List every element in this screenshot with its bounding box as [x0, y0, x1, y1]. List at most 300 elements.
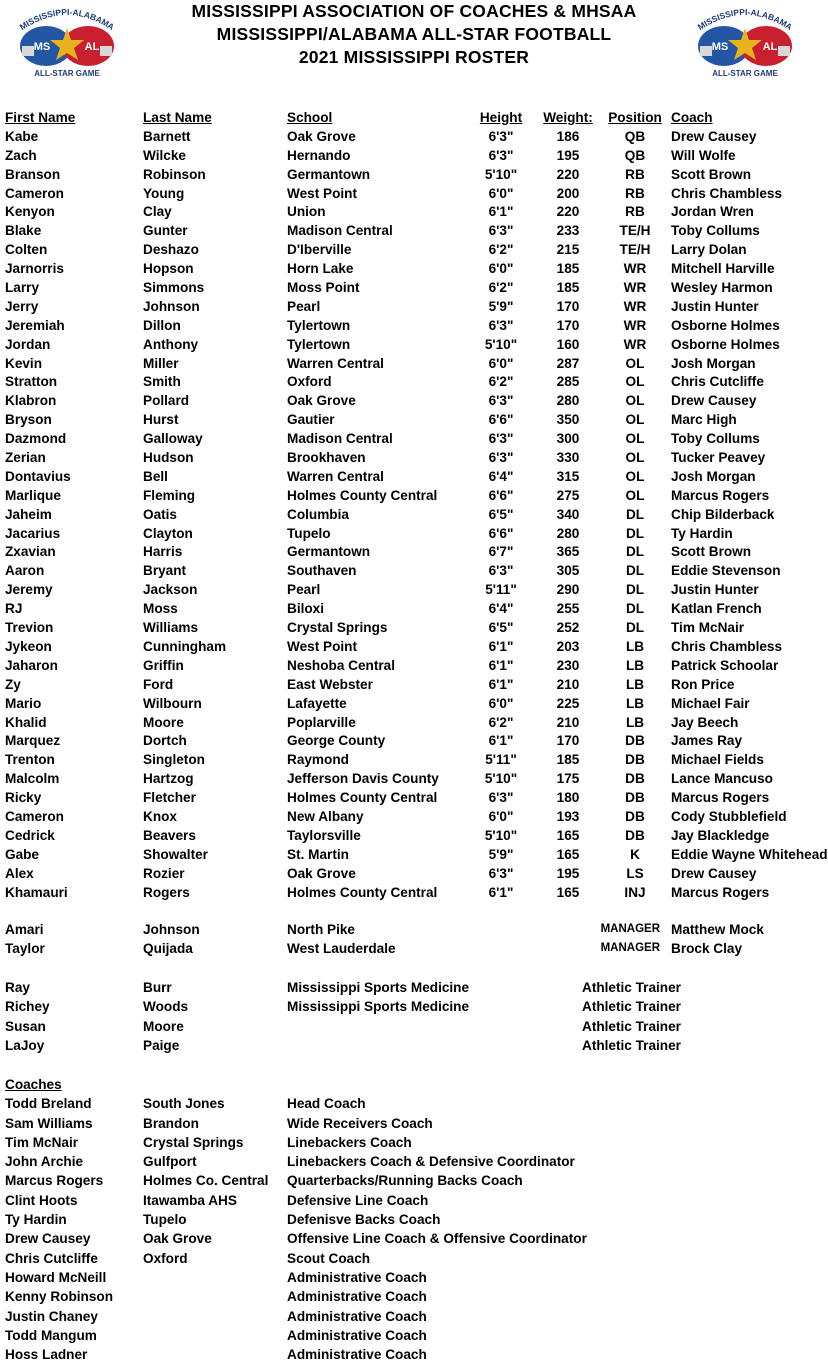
trainer-organization: Mississippi Sports Medicine [287, 999, 470, 1015]
player-weight: 220 [556, 204, 580, 220]
player-weight: 175 [556, 771, 580, 787]
player-row [0, 317, 828, 336]
player-school: Warren Central [287, 355, 384, 371]
player-position: RB [625, 166, 645, 182]
player-height: 6'0" [488, 808, 514, 824]
player-position: DB [625, 827, 645, 843]
player-height: 6'0" [488, 261, 514, 277]
trainer-first-name: Richey [5, 999, 50, 1015]
player-row [0, 732, 828, 751]
player-coach: Jay Beech [671, 714, 739, 730]
player-coach: Jay Blackledge [671, 827, 770, 843]
trainer-last-name: Burr [143, 980, 172, 995]
player-weight: 233 [556, 223, 580, 239]
player-position: DL [625, 582, 645, 598]
player-last-name: Moore [143, 714, 184, 730]
player-last-name: Smith [143, 374, 181, 390]
player-weight: 280 [556, 393, 580, 409]
player-weight: 193 [556, 808, 580, 824]
player-row [0, 619, 828, 638]
column-header-school: School [287, 110, 333, 125]
player-weight: 230 [556, 657, 580, 673]
player-first-name: Jordan [5, 336, 51, 352]
coach-name: Hoss Ladner [5, 1347, 88, 1363]
player-row [0, 487, 828, 506]
manager-last-name: Johnson [143, 922, 200, 937]
player-first-name: Trevion [5, 620, 54, 636]
player-last-name: Griffin [143, 657, 184, 673]
player-height: 6'6" [488, 487, 514, 503]
player-height: 5'11" [485, 752, 517, 768]
player-height: 5'9" [488, 298, 514, 314]
player-weight: 287 [556, 355, 580, 371]
player-coach: Eddie Stevenson [671, 563, 781, 579]
al-helmet-label: AL [84, 41, 100, 53]
player-height: 6'2" [488, 374, 514, 390]
player-last-name: Clay [143, 204, 172, 220]
player-row [0, 298, 828, 317]
coaches-heading-row [0, 1075, 828, 1094]
coach-row [0, 1210, 828, 1229]
manager-first-name: Taylor [5, 941, 45, 957]
player-coach: James Ray [671, 733, 743, 749]
player-first-name: Cedrick [5, 827, 55, 843]
player-weight: 180 [556, 790, 580, 806]
player-school: Oak Grove [287, 393, 356, 409]
player-first-name: Ricky [5, 790, 42, 806]
trainer-first-name: Susan [5, 1018, 46, 1034]
ms-helmet-label: MS [33, 41, 51, 53]
player-weight: 165 [556, 846, 580, 862]
player-last-name: Pollard [143, 393, 190, 409]
player-row [0, 543, 828, 562]
player-weight: 165 [556, 884, 580, 900]
player-school: George County [287, 733, 386, 749]
player-height: 6'3" [488, 790, 514, 806]
player-school: West Point [287, 638, 357, 654]
trainer-role: Athletic Trainer [582, 980, 681, 995]
roster-title [140, 0, 688, 69]
player-height: 6'3" [488, 450, 514, 466]
player-position: OL [625, 450, 645, 466]
player-coach: Chris Cutcliffe [671, 374, 764, 390]
player-last-name: Gunter [143, 223, 188, 239]
player-weight: 350 [556, 412, 580, 428]
player-school: Holmes County Central [287, 487, 438, 503]
player-weight: 165 [556, 827, 580, 843]
coach-rows [0, 1094, 828, 1364]
player-coach: Katlan French [671, 601, 762, 617]
player-height: 6'3" [488, 393, 514, 409]
player-first-name: Jerry [5, 298, 39, 314]
player-weight: 220 [556, 166, 580, 182]
coach-name: Sam Williams [5, 1115, 93, 1131]
player-school: Jefferson Davis County [287, 771, 439, 787]
player-school: Tylertown [287, 336, 351, 352]
coach-name: Howard McNeill [5, 1269, 107, 1285]
coach-school: Holmes Co. Central [143, 1173, 269, 1189]
player-height: 6'3" [488, 128, 514, 144]
player-position: DB [625, 733, 645, 749]
coach-row [0, 1114, 828, 1133]
coach-title: Head Coach [287, 1096, 366, 1112]
player-position: DB [625, 771, 645, 787]
player-position: LB [625, 657, 645, 673]
player-weight: 340 [556, 506, 580, 522]
trainer-first-name: LaJoy [5, 1037, 45, 1053]
all-star-game-logo [8, 2, 126, 80]
player-row [0, 468, 828, 487]
player-first-name: Klabron [5, 393, 57, 409]
player-school: Holmes County Central [287, 884, 438, 900]
player-last-name: Wilcke [143, 147, 186, 163]
player-position: OL [625, 487, 645, 503]
trainer-last-name: Moore [143, 1018, 184, 1034]
player-first-name: Alex [5, 865, 34, 881]
player-coach: Marcus Rogers [671, 884, 770, 900]
title-line-2: MISSISSIPPI/ALABAMA ALL-STAR FOOTBALL [216, 24, 612, 44]
player-weight: 210 [556, 676, 580, 692]
logo-arc-text: MISSISSIPPI-ALABAMA [17, 6, 117, 33]
column-header-weight: Weight: [543, 110, 593, 125]
player-first-name: Kenyon [5, 204, 55, 220]
player-position: DL [625, 506, 645, 522]
player-position: QB [624, 147, 646, 163]
al-facemask-icon [100, 46, 112, 56]
player-position: DB [625, 752, 645, 768]
player-row [0, 827, 828, 846]
player-coach: Ty Hardin [671, 525, 733, 541]
player-coach: Toby Collums [671, 431, 760, 447]
player-position: OL [625, 374, 645, 390]
player-weight: 160 [556, 336, 580, 352]
player-school: Madison Central [287, 223, 393, 239]
roster-header-row [0, 109, 828, 128]
player-coach: Cody Stubblefield [671, 808, 787, 824]
player-height: 6'3" [488, 431, 514, 447]
player-coach: Josh Morgan [671, 355, 756, 371]
player-last-name: Johnson [143, 298, 200, 314]
player-last-name: Wilbourn [143, 695, 202, 711]
player-weight: 285 [556, 374, 580, 390]
player-row [0, 884, 828, 903]
coach-title: Administrative Coach [287, 1308, 427, 1324]
player-first-name: Larry [5, 280, 40, 296]
player-weight: 305 [556, 563, 580, 579]
manager-row [0, 939, 828, 958]
player-last-name: Hudson [143, 450, 194, 466]
trainer-role: Athletic Trainer [582, 1018, 681, 1034]
player-row [0, 355, 828, 374]
player-last-name: Barnett [143, 128, 191, 144]
player-coach: Mitchell Harville [671, 261, 775, 277]
player-last-name: Bell [143, 468, 168, 484]
player-first-name: Colten [5, 242, 48, 258]
player-row [0, 392, 828, 411]
player-weight: 280 [556, 525, 580, 541]
player-weight: 290 [556, 582, 580, 598]
coach-school: Gulfport [143, 1154, 197, 1170]
coaches-section [0, 1075, 828, 1364]
al-helmet-label: AL [762, 41, 778, 53]
player-first-name: Khamauri [5, 884, 68, 900]
player-coach: Ron Price [671, 676, 735, 692]
player-school: Hernando [287, 147, 351, 163]
player-weight: 170 [556, 733, 580, 749]
player-first-name: Cameron [5, 185, 64, 201]
manager-school: West Lauderdale [287, 941, 396, 957]
player-row [0, 222, 828, 241]
player-row [0, 695, 828, 714]
player-school: Horn Lake [287, 261, 354, 277]
player-position: DL [625, 525, 645, 541]
coach-title: Administrative Coach [287, 1347, 427, 1363]
player-coach: Scott Brown [671, 166, 752, 182]
coach-school: Brandon [143, 1115, 199, 1131]
player-height: 5'9" [488, 846, 514, 862]
ms-helmet-label: MS [711, 41, 729, 53]
trainer-row [0, 978, 828, 997]
player-weight: 215 [556, 242, 580, 258]
player-row [0, 600, 828, 619]
player-last-name: Miller [143, 355, 179, 371]
coach-row [0, 1345, 828, 1364]
coach-school: Oak Grove [143, 1231, 212, 1247]
player-school: Tupelo [287, 525, 331, 541]
player-row [0, 770, 828, 789]
coach-title: Linebackers Coach & Defensive Coordinator [287, 1154, 575, 1170]
player-last-name: Robinson [143, 166, 206, 182]
manager-role: MANAGER [600, 942, 660, 955]
manager-row [0, 920, 828, 939]
player-height: 6'2" [488, 280, 514, 296]
helmets-logo-graphic [8, 2, 126, 80]
manager-last-name: Quijada [143, 941, 193, 957]
player-last-name: Rozier [143, 865, 185, 881]
player-row [0, 128, 828, 147]
player-last-name: Cunningham [143, 638, 227, 654]
coach-row [0, 1152, 828, 1171]
title-line-1: MISSISSIPPI ASSOCIATION OF COACHES & MHSAA [191, 1, 637, 21]
player-coach: Tucker Peavey [671, 450, 766, 466]
player-school: Tylertown [287, 317, 351, 333]
player-height: 6'0" [488, 185, 514, 201]
player-row [0, 581, 828, 600]
player-row [0, 166, 828, 185]
player-first-name: Aaron [5, 563, 45, 579]
player-height: 6'4" [488, 601, 514, 617]
player-school: Moss Point [287, 280, 360, 296]
coach-name: Ty Hardin [5, 1212, 67, 1228]
player-weight: 300 [556, 431, 580, 447]
coach-school: Crystal Springs [143, 1134, 244, 1150]
player-coach: Drew Causey [671, 393, 757, 409]
player-school: Gautier [287, 412, 335, 428]
player-last-name: Singleton [143, 752, 205, 768]
player-last-name: Bryant [143, 563, 187, 579]
player-position: INJ [624, 884, 646, 900]
player-coach: Josh Morgan [671, 468, 756, 484]
coach-title: Wide Receivers Coach [287, 1115, 433, 1131]
player-coach: Drew Causey [671, 128, 757, 144]
player-weight: 170 [556, 317, 580, 333]
player-last-name: Oatis [143, 506, 177, 522]
player-weight: 225 [556, 695, 580, 711]
coach-title: Linebackers Coach [287, 1134, 412, 1150]
player-first-name: Bryson [5, 412, 52, 428]
player-first-name: Jykeon [5, 638, 52, 654]
trainer-row [0, 1017, 828, 1036]
player-last-name: Clayton [143, 525, 193, 541]
trainer-last-name: Woods [143, 999, 189, 1015]
player-school: Raymond [287, 752, 349, 768]
coach-name: Justin Chaney [5, 1308, 98, 1324]
player-position: LS [626, 865, 644, 881]
coach-name: Kenny Robinson [5, 1289, 113, 1305]
player-first-name: Jaheim [5, 506, 52, 522]
player-coach: Jordan Wren [671, 204, 754, 220]
player-school: D'Iberville [287, 242, 352, 258]
player-position: WR [623, 317, 647, 333]
player-school: Oak Grove [287, 865, 356, 881]
player-coach: Marc High [671, 412, 737, 428]
trainer-first-name: Ray [5, 980, 30, 995]
player-height: 6'0" [488, 355, 514, 371]
player-position: WR [623, 261, 647, 277]
player-height: 6'1" [488, 733, 514, 749]
player-weight: 203 [556, 638, 580, 654]
player-last-name: Williams [143, 620, 199, 636]
player-school: Union [287, 204, 326, 220]
player-coach: Patrick Schoolar [671, 657, 779, 673]
ms-facemask-icon [22, 46, 34, 56]
player-first-name: Mario [5, 695, 42, 711]
player-school: Holmes County Central [287, 790, 438, 806]
player-last-name: Moss [143, 601, 178, 617]
player-height: 6'6" [488, 412, 514, 428]
player-school: Oxford [287, 374, 332, 390]
player-height: 6'2" [488, 714, 514, 730]
player-row [0, 506, 828, 525]
page-header [0, 0, 828, 82]
player-weight: 185 [556, 280, 580, 296]
player-row [0, 336, 828, 355]
player-last-name: Galloway [143, 431, 203, 447]
player-coach: Drew Causey [671, 865, 757, 881]
player-position: OL [625, 412, 645, 428]
player-school: Biloxi [287, 601, 325, 617]
player-rows [0, 128, 828, 903]
player-weight: 195 [556, 147, 580, 163]
player-weight: 210 [556, 714, 580, 730]
coach-row [0, 1171, 828, 1190]
player-last-name: Harris [143, 544, 183, 560]
trainer-organization: Mississippi Sports Medicine [287, 980, 470, 995]
player-first-name: Jarnorris [5, 261, 64, 277]
logo-bottom-text: ALL-STAR GAME [712, 69, 778, 78]
player-coach: Wesley Harmon [671, 280, 773, 296]
player-row [0, 279, 828, 298]
player-position: LB [625, 695, 645, 711]
player-first-name: Gabe [5, 846, 39, 862]
manager-first-name: Amari [5, 922, 44, 937]
player-position: DB [625, 790, 645, 806]
coach-row [0, 1191, 828, 1210]
player-coach: Marcus Rogers [671, 487, 770, 503]
player-height: 6'0" [488, 695, 514, 711]
player-first-name: Branson [5, 166, 61, 182]
trainer-role: Athletic Trainer [582, 1037, 681, 1053]
coach-school: Tupelo [143, 1212, 187, 1228]
column-header-coach: Coach [671, 110, 713, 125]
player-coach: Michael Fair [671, 695, 750, 711]
player-weight: 195 [556, 865, 580, 881]
player-school: Madison Central [287, 431, 393, 447]
player-position: K [630, 846, 640, 862]
player-last-name: Simmons [143, 280, 205, 296]
player-school: Germantown [287, 544, 371, 560]
player-last-name: Beavers [143, 827, 196, 843]
logo-bottom-text: ALL-STAR GAME [34, 69, 100, 78]
logo-arc-text: MISSISSIPPI-ALABAMA [695, 6, 795, 33]
player-position: DB [625, 808, 645, 824]
trainer-last-name: Paige [143, 1037, 180, 1053]
player-weight: 255 [556, 601, 580, 617]
player-first-name: Stratton [5, 374, 58, 390]
player-height: 6'5" [488, 620, 514, 636]
player-height: 6'1" [488, 884, 514, 900]
column-header-position: Position [608, 110, 662, 125]
roster-table [0, 109, 828, 902]
player-weight: 200 [556, 185, 580, 201]
player-coach: Justin Hunter [671, 298, 759, 314]
player-last-name: Rogers [143, 884, 190, 900]
player-weight: 365 [556, 544, 580, 560]
player-first-name: Kevin [5, 355, 43, 371]
player-first-name: RJ [5, 601, 23, 617]
player-last-name: Dillon [143, 317, 181, 333]
coach-name: Todd Mangum [5, 1327, 97, 1343]
trainers-section [0, 978, 828, 1055]
player-last-name: Anthony [143, 336, 199, 352]
player-position: RB [625, 204, 645, 220]
coach-name: Todd Breland [5, 1096, 92, 1112]
coach-title: Defensive Line Coach [287, 1192, 429, 1208]
coach-title: Administrative Coach [287, 1327, 427, 1343]
player-height: 5'10" [484, 771, 518, 787]
trainer-role: Athletic Trainer [582, 999, 681, 1015]
player-height: 5'10" [484, 336, 518, 352]
player-height: 6'3" [488, 223, 514, 239]
column-header-height: Height [479, 110, 523, 125]
player-row [0, 638, 828, 657]
player-position: DL [625, 620, 645, 636]
coaches-heading: Coaches [5, 1077, 62, 1092]
player-coach: Chris Chambless [671, 185, 783, 201]
player-row [0, 714, 828, 733]
player-row [0, 657, 828, 676]
player-position: WR [623, 336, 647, 352]
player-first-name: Dazmond [5, 431, 67, 447]
player-position: QB [624, 128, 646, 144]
player-school: East Webster [287, 676, 373, 692]
coach-school: Itawamba AHS [143, 1192, 237, 1208]
player-row [0, 808, 828, 827]
player-row [0, 147, 828, 166]
player-height: 6'2" [488, 242, 514, 258]
player-row [0, 751, 828, 770]
player-row [0, 676, 828, 695]
